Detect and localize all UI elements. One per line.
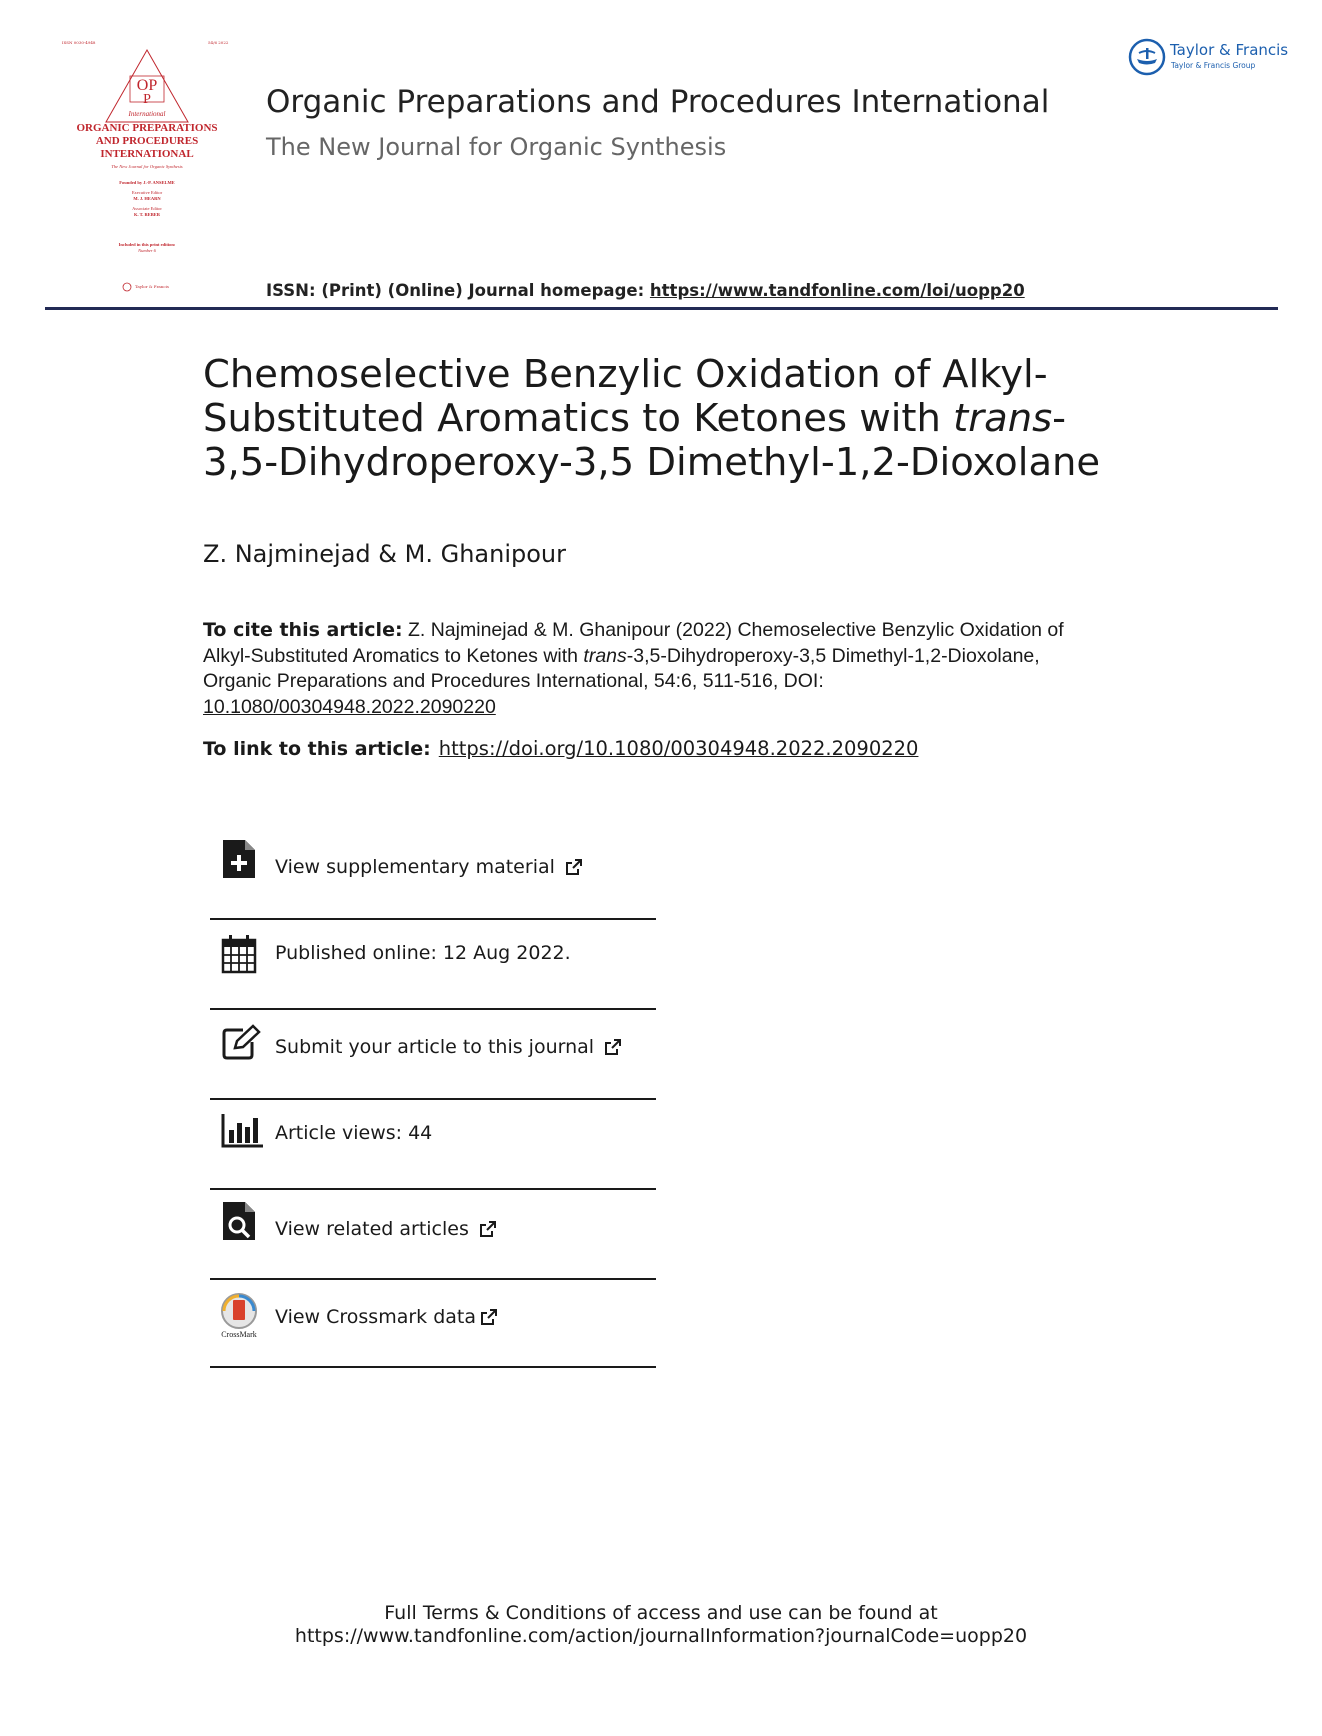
cover-issn: ISSN 0030-4948 — [62, 40, 96, 45]
footer-terms — [0, 1602, 1322, 1648]
info-divider — [210, 918, 656, 920]
publisher-logo — [1128, 38, 1288, 78]
journal-subtitle: The New Journal for Organic Synthesis — [266, 133, 727, 161]
article-title: Chemoselective Benzylic Oxidation of Alkyl-Substituted Aromatics to Ketones with trans-3,5-Dihydroperoxy-3,5 Dimethyl-1,2-Dioxolane — [203, 352, 1101, 485]
edit-icon — [221, 1024, 261, 1062]
crossmark-icon — [218, 1292, 260, 1340]
external-link-icon — [479, 1307, 499, 1327]
crossmark-label: View Crossmark data — [275, 1306, 477, 1328]
publisher-name: Taylor & Francis — [1170, 41, 1289, 59]
footer-line-1: Full Terms & Conditions of access and use can be found at — [384, 1602, 938, 1624]
cover-tagline: The New Journal for Organic Synthesis — [111, 164, 183, 169]
crossmark-row[interactable] — [210, 1292, 656, 1348]
cover-title-line-3: INTERNATIONAL — [100, 148, 194, 160]
related-articles-row[interactable] — [210, 1200, 656, 1256]
file-plus-icon — [221, 838, 257, 880]
external-link-icon — [564, 857, 584, 877]
cover-logo-letters: OP — [136, 77, 158, 94]
cover-logo-subletter: P — [143, 92, 151, 107]
cover-founded: Founded by J.-P. ANSELME — [119, 180, 175, 185]
supplementary-material-label: View supplementary material — [275, 856, 555, 878]
article-views-row — [210, 1112, 656, 1162]
published-online-label: Published online: 12 Aug 2022. — [275, 942, 571, 964]
cover-volume: 54/6 2022 — [208, 40, 229, 45]
article-doi-link[interactable]: https://doi.org/10.1080/00304948.2022.2090220 — [438, 737, 919, 760]
article-authors: Z. Najminejad & M. Ghanipour — [203, 540, 566, 568]
bar-chart-icon — [221, 1114, 263, 1148]
cover-title-line-1: ORGANIC PREPARATIONS — [76, 122, 218, 134]
related-articles-label: View related articles — [275, 1218, 469, 1240]
cover-publisher-icon — [122, 282, 132, 292]
cite-label: To cite this article: — [203, 619, 403, 641]
info-divider — [210, 1278, 656, 1280]
citation-doi-link[interactable]: 10.1080/00304948.2022.2090220 — [203, 695, 496, 718]
cover-assoc-label: Associate Editor — [132, 206, 162, 211]
cover-included: Included in this print edition: — [118, 242, 176, 247]
cover-publisher: Taylor & Francis — [135, 284, 169, 289]
publisher-group: Taylor & Francis Group — [1171, 61, 1256, 70]
footer-terms-link[interactable]: https://www.tandfonline.com/action/journalInformation?journalCode=uopp20 — [294, 1625, 1028, 1647]
cover-exec-label: Executive Editor — [131, 190, 163, 195]
submit-article-row[interactable] — [210, 1022, 656, 1074]
issn-line — [266, 281, 1025, 300]
info-divider — [210, 1188, 656, 1190]
article-views-label: Article views: 44 — [275, 1122, 433, 1144]
info-divider — [210, 1098, 656, 1100]
cover-title-line-2: AND PROCEDURES — [95, 135, 199, 147]
published-online-row — [210, 932, 656, 982]
calendar-icon — [221, 934, 257, 974]
cover-logo-icon — [102, 46, 192, 126]
cover-logo-word: International — [128, 110, 166, 118]
external-link-icon — [603, 1037, 623, 1057]
article-link-line — [203, 737, 918, 760]
citation-block: To cite this article: Z. Najminejad & M. Ghanipour (2022) Chemoselective Benzylic Oxidation of Alkyl-Substituted Aromatics to Ketones with trans-3,5-Dihydroperoxy-3,5 Dimethyl-1,2-Dioxolane, Organic Preparations and Procedures International, 54:6, 511-516, DOI: 10.1080/00304948.2022.2090220 — [203, 619, 1064, 718]
file-search-icon — [221, 1200, 257, 1242]
journal-homepage-link[interactable]: https://www.tandfonline.com/loi/uopp20 — [649, 281, 1025, 300]
cover-assoc-editor: K. T. REBER — [133, 212, 161, 217]
info-divider — [210, 1366, 656, 1368]
submit-article-label: Submit your article to this journal — [275, 1036, 595, 1058]
supplementary-material-row[interactable] — [210, 838, 656, 898]
header-divider — [45, 307, 1278, 310]
cover-exec-editor: M. J. HEARN — [133, 196, 161, 201]
link-label: To link to this article: — [203, 738, 431, 760]
info-divider — [210, 1008, 656, 1010]
taylor-francis-icon — [1128, 38, 1166, 76]
cover-included-number: Number 6 — [138, 248, 156, 253]
journal-cover-thumbnail — [62, 38, 232, 300]
issn-label: ISSN: (Print) (Online) Journal homepage: — [266, 281, 650, 300]
journal-title: Organic Preparations and Procedures International — [266, 84, 1050, 120]
crossmark-logo-text: CrossMark — [221, 1330, 257, 1339]
external-link-icon — [478, 1219, 498, 1239]
